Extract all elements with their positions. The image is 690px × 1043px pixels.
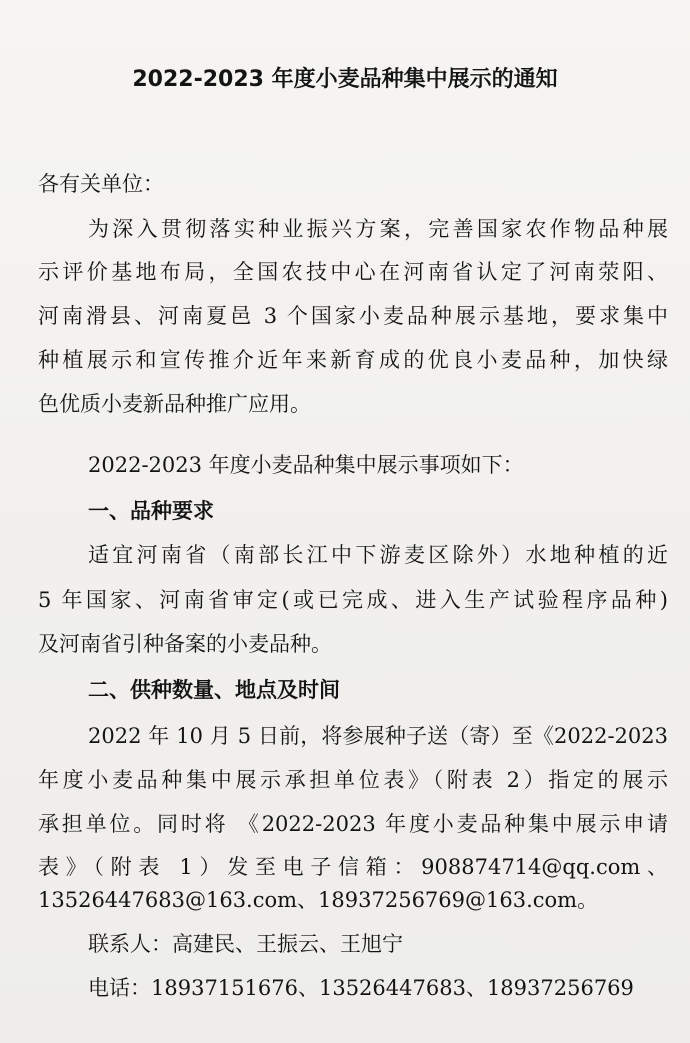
- body-line-1: 为深入贯彻落实种业振兴方案，完善国家农作物品种展: [88, 217, 668, 241]
- body-line-5: 色优质小麦新品种推广应用。: [38, 392, 311, 416]
- seed-line-4: 表》（附表 1）发至电子信箱：908874714@qq.com、: [38, 855, 668, 879]
- section-heading-seed-quantity-location-time: 二、供种数量、地点及时间: [88, 678, 340, 702]
- body-line-3: 河南滑县、河南夏邑 3 个国家小麦品种展示基地，要求集中: [38, 304, 668, 328]
- requirement-line-2: 5 年国家、河南省审定(或已完成、进入生产试验程序品种): [38, 588, 668, 612]
- document-title: 2022-2023 年度小麦品种集中展示的通知: [132, 67, 558, 92]
- items-intro: 2022-2023 年度小麦品种集中展示事项如下：: [88, 453, 524, 477]
- section-heading-variety-requirements: 一、品种要求: [88, 499, 214, 523]
- seed-line-3: 承担单位。同时将 《2022-2023 年度小麦品种集中展示申请: [38, 812, 668, 836]
- body-line-4: 种植展示和宣传推介近年来新育成的优良小麦品种，加快绿: [38, 348, 668, 372]
- seed-line-1: 2022 年 10 月 5 日前，将参展种子送（寄）至《2022-2023: [88, 724, 668, 748]
- body-line-2: 示评价基地布局，全国农技中心在河南省认定了河南荥阳、: [38, 260, 668, 284]
- seed-line-2: 年度小麦品种集中展示承担单位表》（附表 2）指定的展示: [38, 768, 668, 792]
- contact-phones: 电话：18937151676、13526447683、18937256769: [88, 976, 634, 1000]
- requirement-line-3: 及河南省引种备案的小麦品种。: [38, 632, 332, 656]
- contact-persons: 联系人：高建民、王振云、王旭宁: [88, 932, 403, 956]
- seed-line-5: 13526447683@163.com、18937256769@163.com。: [38, 888, 599, 912]
- salutation: 各有关单位：: [38, 172, 164, 196]
- requirement-line-1: 适宜河南省（南部长江中下游麦区除外）水地种植的近: [88, 543, 668, 567]
